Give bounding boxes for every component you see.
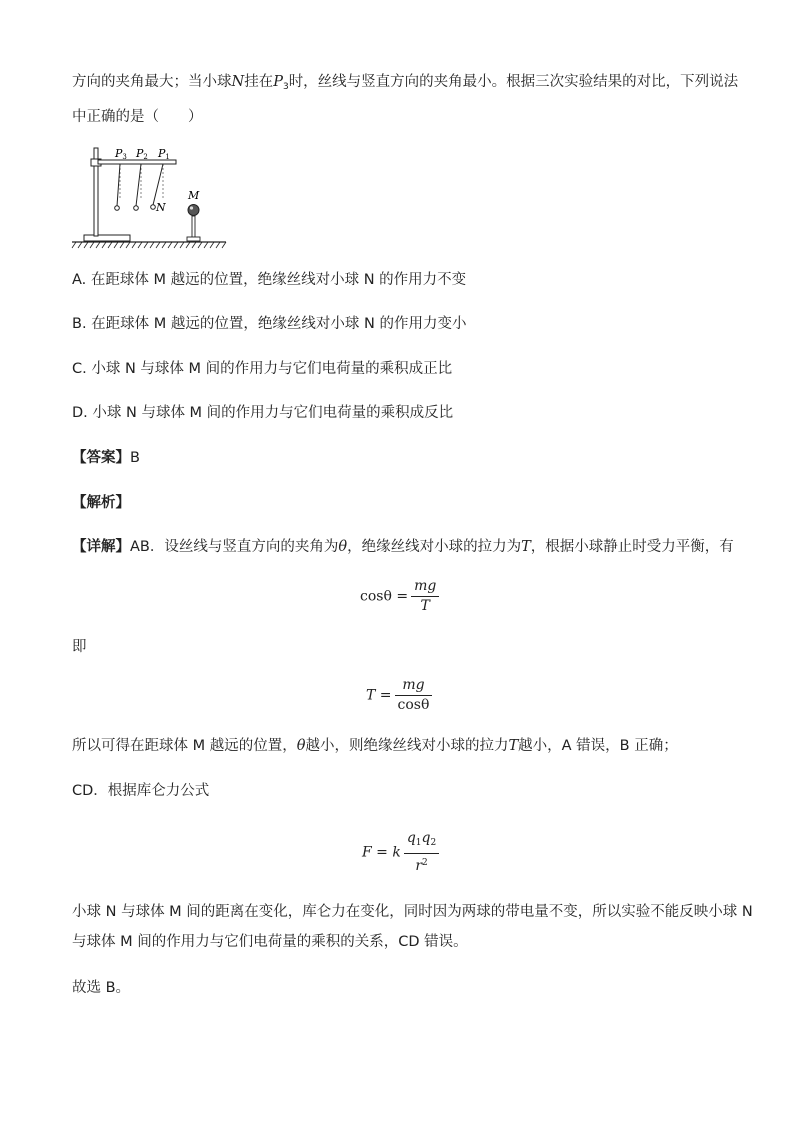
option-b: B. 在距球体 M 越远的位置，绝缘丝线对小球 N 的作用力变小 [72,316,467,332]
svg-text:P3: P3 [115,147,127,161]
option-c: C. 小球 N 与球体 M 间的作用力与它们电荷量的乘积成正比 [72,361,453,377]
label-n: N [156,201,166,214]
svg-text:P1: P1 [158,147,170,161]
label-p1: P [158,147,166,160]
equation-coulomb: F = k $\frac{q_1q_2}{r^2}$ [362,830,439,875]
para-line-1: 小球 N 与球体 M 间的距离在变化，库仑力在变化，同时因为两球的带电量不变，所以实验不能反映小球 N [72,904,753,920]
analysis-tag: 【解析】 [72,495,130,511]
intro-line-2: 中正确的是（ ） [72,109,203,125]
answer-line [72,448,140,468]
label-p2: P [136,147,144,160]
pendulum-figure [70,140,230,250]
intro-line-1: 方向的夹角最大；当小球N挂在$P_3$时，丝线与竖直方向的夹角最小。根据三次实验结果的对比，下列说法 [72,74,739,92]
ji-text: 即 [72,639,87,655]
svg-text:P2: P2 [136,147,148,161]
para-line-2: 与球体 M 间的作用力与它们电荷量的乘积的关系，CD 错误。 [72,934,468,950]
label-m: M [188,189,200,202]
cd-line: CD．根据库仑力公式 [72,783,210,799]
option-a: A. 在距球体 M 越远的位置，绝缘丝线对小球 N 的作用力不变 [72,272,467,288]
detail-line: 【详解】AB．设丝线与竖直方向的夹角为θ，绝缘丝线对小球的拉力为T，根据小球静止时受力平衡，有 [72,539,734,555]
answer-tag: 【答案】 [72,450,130,466]
equation-cos-theta: cosθ = $\frac{mg}{T}$ [360,578,439,615]
label-p3: P [115,147,123,160]
equation-tension: T = $\frac{mg}{\cos\theta}$ [366,677,432,714]
conclusion-line: 所以可得在距球体 M 越远的位置，θ越小，则绝缘丝线对小球的拉力T越小，A 错误，B 正确； [72,738,678,754]
final-line: 故选 B。 [72,980,131,996]
answer-value: B [130,450,140,466]
option-d: D. 小球 N 与球体 M 间的作用力与它们电荷量的乘积成反比 [72,405,454,421]
